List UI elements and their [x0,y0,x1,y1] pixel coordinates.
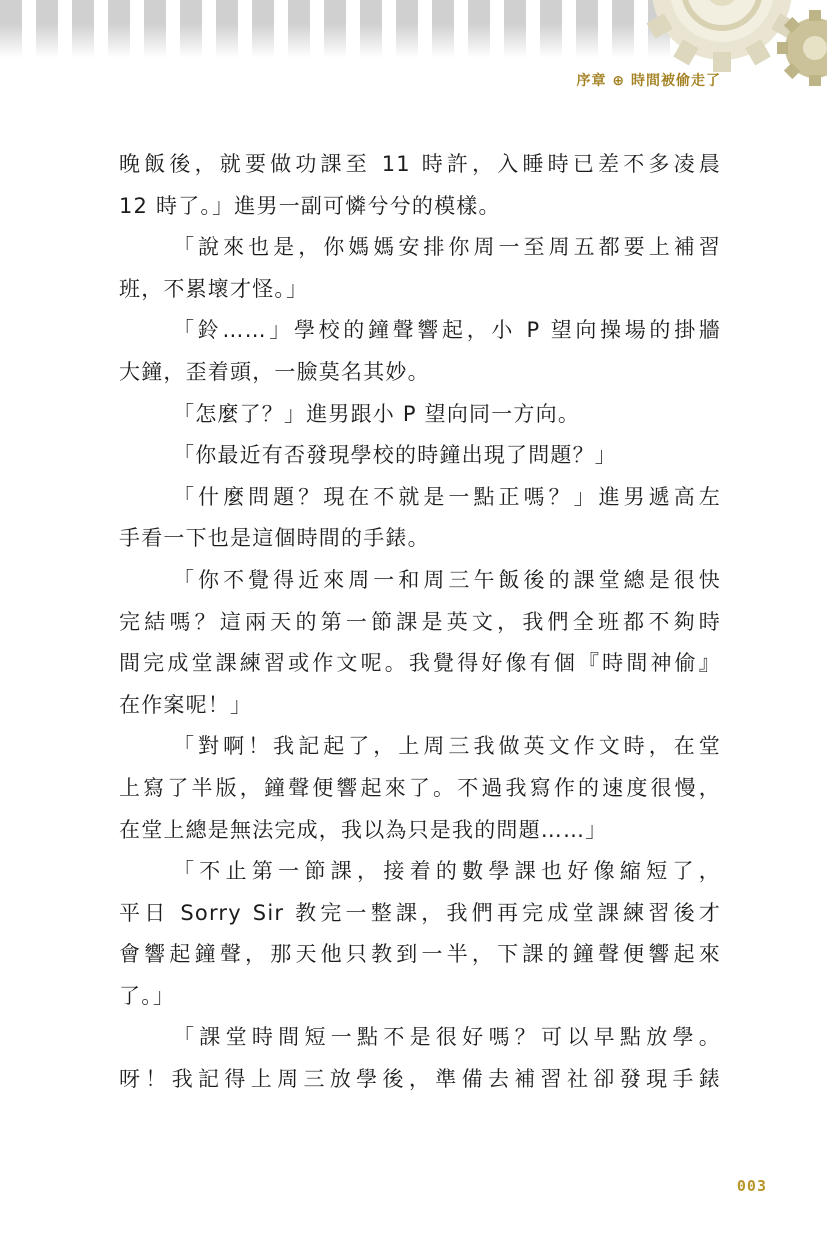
running-header-title: 序章 ⊕ 時間被偷走了 [576,73,721,89]
text-line: 「怎麼了？」進男跟小 P 望向同一方向。 [173,401,581,426]
text-line: 手看一下也是這個時間的手錶。 [119,526,430,551]
text-line: 完結嗎？這兩天的第一節課是英文，我們全班都不夠時 [119,609,721,634]
text-line: 會響起鐘聲，那天他只教到一半，下課的鐘聲便響起來 [119,942,721,967]
text-line: 12 時了。」進男一副可憐兮兮的模樣。 [119,193,501,218]
text-line: 間完成堂課練習或作文呢。我覺得好像有個『時間神偷』 [119,651,721,676]
text-line: 「什麼問題？現在不就是一點正嗎？」進男遞高左 [173,484,721,509]
text-line: 在作案呢！」 [119,692,253,717]
text-line: 呀！我記得上周三放學後，準備去補習社卻發現手錶 [119,1067,721,1092]
page-number: 003 [736,1177,767,1195]
text-line: 平日 Sorry Sir 教完一整課，我們再完成堂課練習後才 [119,900,721,925]
text-line: 「對啊！我記起了，上周三我做英文作文時，在堂 [173,734,721,759]
text-line: 「課堂時間短一點不是很好嗎？可以早點放學。 [173,1025,721,1050]
header-stripe-band [0,0,700,58]
text-line: 晚飯後，就要做功課至 11 時許，入睡時已差不多凌晨 [119,152,721,176]
text-line: 「不止第一節課，接着的數學課也好像縮短了， [173,859,721,884]
text-line: 「鈴……」學校的鐘聲響起，小 P 望向操場的掛牆 [173,318,721,343]
text-line: 在堂上總是無法完成，我以為只是我的問題……」 [119,817,608,842]
text-line: 了。」 [119,983,176,1008]
text-line: 「你不覺得近來周一和周三午飯後的課堂總是很快 [173,567,721,592]
text-line: 上寫了半版，鐘聲便響起來了。不過我寫作的速度很慢， [119,775,721,800]
text-line: 大鐘，歪着頭，一臉莫名其妙。 [119,359,430,384]
text-line: 「你最近有否發現學校的時鐘出現了問題？」 [173,443,617,468]
body-text [119,144,721,1101]
text-line: 班，不累壞才怪。」 [119,276,309,301]
text-line: 「說來也是，你媽媽安排你周一至周五都要上補習 [173,235,721,260]
